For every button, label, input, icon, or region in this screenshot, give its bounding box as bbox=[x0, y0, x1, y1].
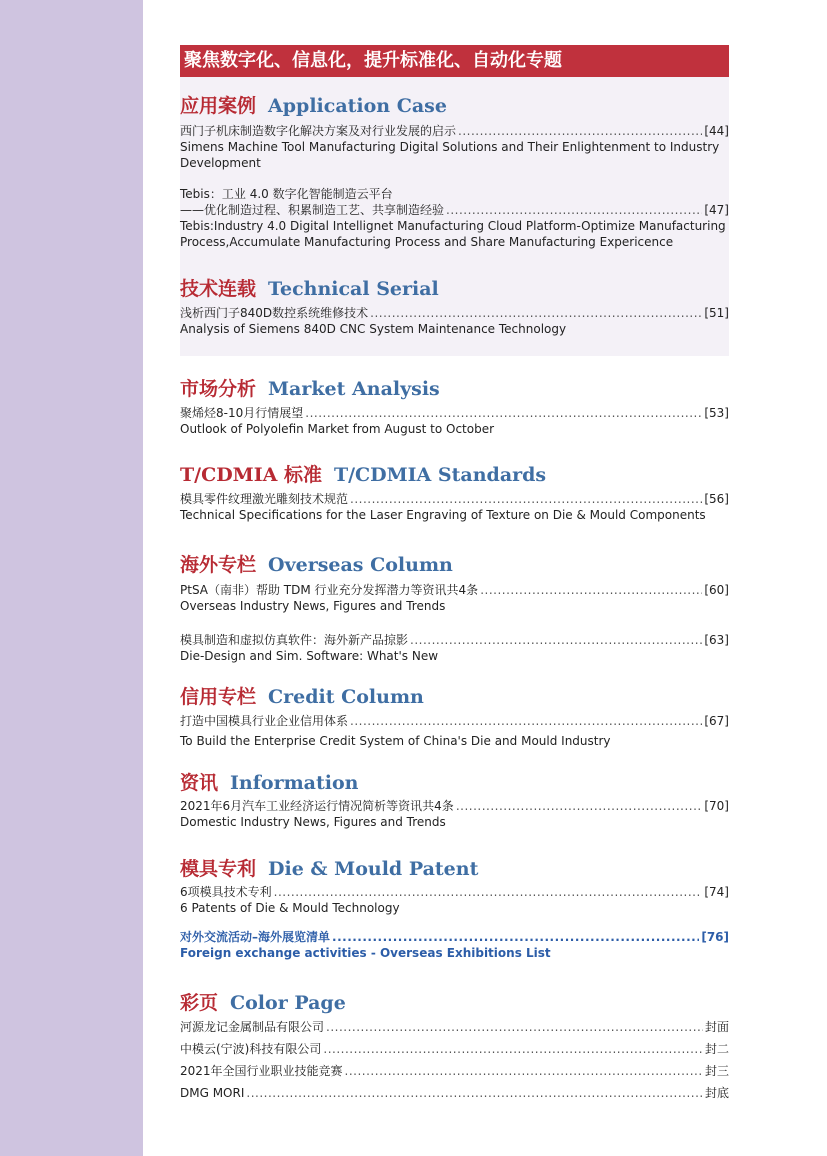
dot-leader bbox=[323, 1041, 703, 1057]
page-number: 封面 bbox=[704, 1020, 729, 1034]
dot-leader bbox=[332, 929, 699, 945]
dot-leader bbox=[274, 884, 703, 900]
section-title-cn: 彩页 bbox=[180, 992, 219, 1014]
entry-title-cn: 模具零件纹理激光雕刻技术规范 bbox=[180, 492, 349, 506]
page-number: [60] bbox=[704, 583, 729, 597]
dot-leader bbox=[480, 582, 702, 598]
section-title-cn: 应用案例 bbox=[180, 95, 257, 117]
section-title-cn: T/CDMIA 标准 bbox=[180, 464, 322, 486]
page-number: [51] bbox=[704, 306, 729, 320]
color-page-entry[interactable] bbox=[180, 1041, 729, 1057]
entry-title-en: 6 Patents of Die & Mould Technology bbox=[180, 901, 400, 915]
section-title-cn: 海外专栏 bbox=[180, 554, 257, 576]
entry-title-cn: 河源龙记金属制品有限公司 bbox=[180, 1020, 325, 1034]
toc-entry[interactable] bbox=[180, 305, 729, 337]
section-title-en: Overseas Column bbox=[268, 554, 453, 576]
section-title-en: Technical Serial bbox=[268, 278, 439, 300]
section-title-cn: 信用专栏 bbox=[180, 686, 257, 708]
dot-leader bbox=[410, 632, 702, 648]
topic-banner: 聚焦数字化、信息化，提升标准化、自动化专题 bbox=[180, 45, 729, 77]
entry-title-cn: Tebis：工业 4.0 数字化智能制造云平台 bbox=[180, 187, 393, 201]
page-number: 封二 bbox=[704, 1042, 729, 1056]
page-number: [47] bbox=[704, 203, 729, 217]
entry-title-cn: DMG MORI bbox=[180, 1086, 245, 1100]
toc-entry[interactable] bbox=[180, 582, 729, 614]
section-heading-technical-serial bbox=[180, 276, 729, 302]
section-title-cn: 市场分析 bbox=[180, 378, 257, 400]
dot-leader bbox=[246, 1085, 703, 1101]
dot-leader bbox=[326, 1019, 703, 1035]
dot-leader bbox=[345, 1063, 703, 1079]
section-title-en: T/CDMIA Standards bbox=[333, 464, 547, 486]
page-number: [53] bbox=[704, 406, 729, 420]
toc-entry[interactable] bbox=[180, 123, 729, 171]
section-heading-information bbox=[180, 770, 729, 796]
section-heading-credit-column bbox=[180, 684, 729, 710]
color-page-entry[interactable] bbox=[180, 1063, 729, 1079]
entry-title-en: Simens Machine Tool Manufacturing Digital Solutions and Their Enlightenment to Industry Development bbox=[180, 140, 720, 170]
section-title-en: Color Page bbox=[230, 992, 346, 1014]
section-title-en: Credit Column bbox=[268, 686, 424, 708]
page-number: [56] bbox=[704, 492, 729, 506]
page-number: [70] bbox=[704, 799, 729, 813]
dot-leader bbox=[458, 123, 702, 139]
section-title-en: Market Analysis bbox=[268, 378, 440, 400]
section-title-en: Information bbox=[230, 772, 359, 794]
page-number: [74] bbox=[704, 885, 729, 899]
entry-title-cn: 中模云(宁波)科技有限公司 bbox=[180, 1042, 322, 1056]
left-sidebar-band bbox=[0, 0, 143, 1156]
section-heading-standards bbox=[180, 462, 729, 488]
dot-leader bbox=[350, 713, 702, 729]
toc-entry-highlight[interactable] bbox=[180, 929, 729, 961]
page-number: [67] bbox=[704, 714, 729, 728]
color-page-entry[interactable] bbox=[180, 1085, 729, 1101]
page-number: [44] bbox=[704, 124, 729, 138]
entry-title-en: Outlook of Polyolefin Market from August to October bbox=[180, 422, 495, 436]
toc-entry[interactable] bbox=[180, 884, 729, 916]
section-heading-patent bbox=[180, 856, 729, 882]
page-number: 封底 bbox=[704, 1086, 729, 1100]
entry-title-cn: 2021年6月汽车工业经济运行情况简析等资讯共4条 bbox=[180, 799, 454, 813]
page-number: 封三 bbox=[704, 1064, 729, 1078]
entry-title-cn: 浅析西门子840D数控系统维修技术 bbox=[180, 306, 369, 320]
page-number: [63] bbox=[704, 633, 729, 647]
dot-leader bbox=[350, 491, 702, 507]
entry-title-en: Analysis of Siemens 840D CNC System Maintenance Technology bbox=[180, 322, 567, 336]
entry-title-cn: 6项模具技术专利 bbox=[180, 885, 272, 899]
dot-leader bbox=[456, 798, 703, 814]
section-heading-application-case bbox=[180, 93, 729, 119]
entry-title-en: Foreign exchange activities - Overseas Exhibitions List bbox=[180, 946, 551, 960]
dot-leader bbox=[446, 202, 702, 218]
entry-title-cn: 模具制造和虚拟仿真软件：海外新产品掠影 bbox=[180, 633, 409, 647]
dot-leader bbox=[370, 305, 702, 321]
entry-subtitle-cn: ——优化制造过程、积累制造工艺、共享制造经验 bbox=[180, 203, 445, 217]
entry-title-cn: 2021年全国行业职业技能竞赛 bbox=[180, 1064, 343, 1078]
section-title-en: Application Case bbox=[268, 95, 447, 117]
entry-title-en: Technical Specifications for the Laser Engraving of Texture on Die & Mould Components bbox=[180, 508, 706, 522]
toc-entry[interactable] bbox=[180, 798, 729, 830]
section-title-cn: 资讯 bbox=[180, 772, 219, 794]
entry-title-cn: 西门子机床制造数字化解决方案及对行业发展的启示 bbox=[180, 124, 457, 138]
entry-title-cn: 对外交流活动–海外展览清单 bbox=[180, 930, 331, 944]
dot-leader bbox=[305, 405, 702, 421]
toc-entry[interactable] bbox=[180, 632, 729, 664]
toc-entry[interactable] bbox=[180, 491, 729, 523]
color-page-entry[interactable] bbox=[180, 1019, 729, 1035]
entry-title-en: Tebis:Industry 4.0 Digital Intellignet Manufacturing Cloud Platform-Optimize Manufacturing Process,Accumulate Manufacturing Process and Share Manufacturing Expericence bbox=[180, 219, 726, 249]
section-title-en: Die & Mould Patent bbox=[268, 858, 479, 880]
toc-entry[interactable] bbox=[180, 713, 729, 749]
section-heading-overseas-column bbox=[180, 552, 729, 578]
section-title-cn: 模具专利 bbox=[180, 858, 257, 880]
page-number: [76] bbox=[701, 930, 729, 944]
toc-entry[interactable] bbox=[180, 186, 729, 250]
entry-title-cn: 聚烯烃8-10月行情展望 bbox=[180, 406, 304, 420]
entry-title-en: Domestic Industry News, Figures and Trends bbox=[180, 815, 446, 829]
toc-entry[interactable] bbox=[180, 405, 729, 437]
section-title-cn: 技术连载 bbox=[180, 278, 257, 300]
entry-title-cn: 打造中国模具行业企业信用体系 bbox=[180, 714, 349, 728]
section-heading-market-analysis bbox=[180, 376, 729, 402]
entry-title-en: Die-Design and Sim. Software: What's New bbox=[180, 649, 439, 663]
entry-title-en: Overseas Industry News, Figures and Trends bbox=[180, 599, 446, 613]
section-heading-color-page bbox=[180, 990, 729, 1016]
entry-title-en: To Build the Enterprise Credit System of China's Die and Mould Industry bbox=[180, 734, 611, 748]
entry-title-cn: PtSA（南非）帮助 TDM 行业充分发挥潜力等资讯共4条 bbox=[180, 583, 479, 597]
